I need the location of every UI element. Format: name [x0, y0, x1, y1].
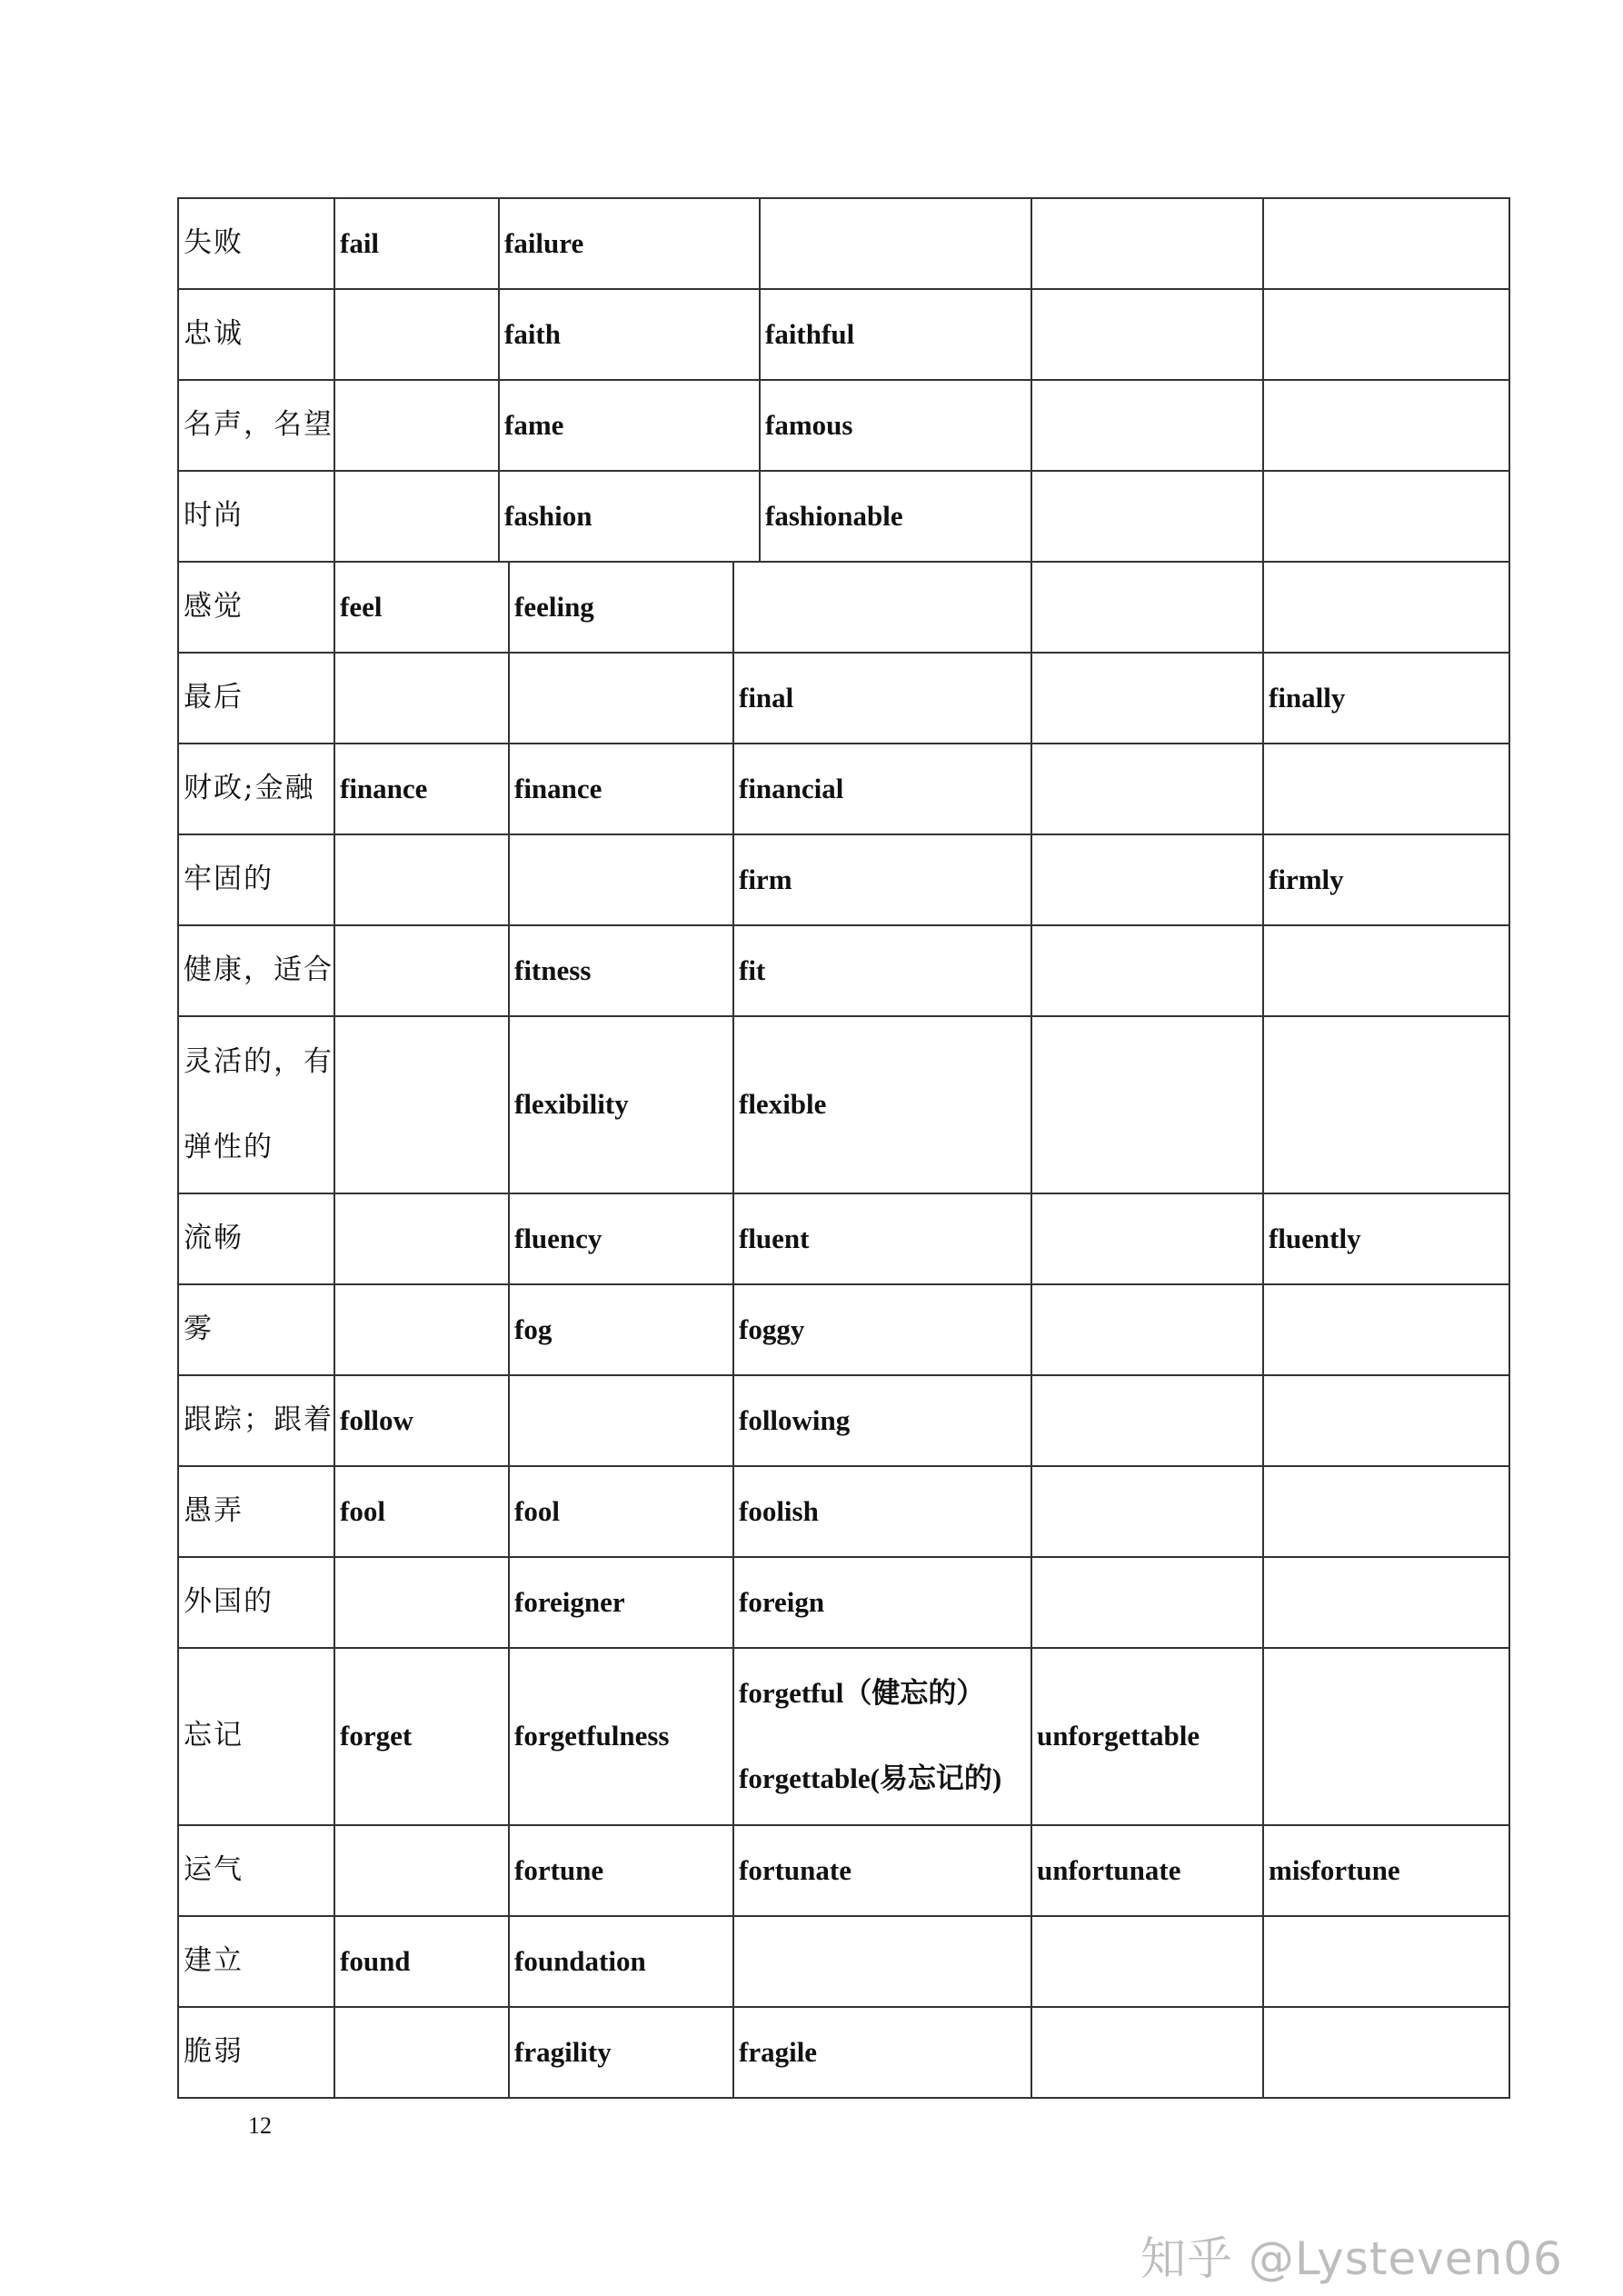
cell-noun: foreigner [508, 1556, 732, 1647]
cell-extra [1031, 2006, 1262, 2097]
cell-noun: fitness [508, 924, 732, 1015]
cell-noun: feeling [508, 561, 732, 652]
cell-chinese: 脆弱 [177, 2006, 334, 2097]
cell-verb: feel [334, 561, 508, 652]
cell-line: 灵活的，有 [184, 1044, 334, 1078]
cell-adjective [732, 1915, 1031, 2006]
cell-adverb: finally [1262, 652, 1510, 743]
cell-adjective: fit [732, 924, 1031, 1015]
cell-adjective: fluent [732, 1193, 1031, 1283]
cell-adverb [1262, 1465, 1510, 1556]
cell-adverb: firmly [1262, 834, 1510, 924]
cell-verb: fool [334, 1465, 508, 1556]
cell-chinese [177, 1015, 334, 1193]
cell-adjective: following [732, 1374, 1031, 1465]
page-number: 12 [248, 2112, 272, 2139]
cell-adverb [1262, 1374, 1510, 1465]
cell-adverb [1262, 1283, 1510, 1374]
cell-extra [1031, 379, 1262, 470]
cell-adverb [1262, 2006, 1510, 2097]
cell-adverb [1262, 288, 1510, 379]
table-row [177, 1374, 1510, 1465]
cell-adverb [1262, 924, 1510, 1015]
cell-chinese: 牢固的 [177, 834, 334, 924]
cell-adverb [1262, 470, 1510, 561]
cell-chinese: 忘记 [177, 1647, 334, 1824]
cell-line: forgetful（健忘的） [739, 1676, 985, 1709]
cell-verb [334, 1283, 508, 1374]
cell-adjective: flexible [732, 1015, 1031, 1193]
cell-adverb [1262, 1915, 1510, 2006]
cell-verb [334, 924, 508, 1015]
cell-noun: faith [498, 288, 759, 379]
cell-noun [508, 834, 732, 924]
cell-line: 弹性的 [184, 1130, 274, 1163]
cell-adjective [732, 1647, 1031, 1824]
cell-noun: failure [498, 197, 759, 288]
cell-verb [334, 470, 498, 561]
cell-adverb [1262, 197, 1510, 288]
cell-extra: unforgettable [1031, 1647, 1262, 1824]
cell-extra [1031, 1556, 1262, 1647]
cell-noun: fluency [508, 1193, 732, 1283]
cell-extra [1031, 1015, 1262, 1193]
cell-extra [1031, 1193, 1262, 1283]
table-row [177, 1915, 1510, 2006]
cell-chinese: 时尚 [177, 470, 334, 561]
cell-verb [334, 1556, 508, 1647]
cell-adverb [1262, 1647, 1510, 1824]
cell-adjective [759, 197, 1031, 288]
cell-chinese: 外国的 [177, 1556, 334, 1647]
cell-verb [334, 2006, 508, 2097]
cell-adjective: faithful [759, 288, 1031, 379]
cell-noun [508, 1374, 732, 1465]
cell-noun: foundation [508, 1915, 732, 2006]
table-row [177, 924, 1510, 1015]
cell-chinese: 失败 [177, 197, 334, 288]
cell-adverb: fluently [1262, 1193, 1510, 1283]
table-row [177, 197, 1510, 288]
cell-chinese: 流畅 [177, 1193, 334, 1283]
cell-adjective: firm [732, 834, 1031, 924]
cell-adverb [1262, 561, 1510, 652]
cell-noun: fool [508, 1465, 732, 1556]
cell-adjective: fashionable [759, 470, 1031, 561]
cell-adverb: misfortune [1262, 1824, 1510, 1915]
cell-extra [1031, 561, 1262, 652]
cell-adjective: final [732, 652, 1031, 743]
cell-verb [334, 1193, 508, 1283]
cell-extra [1031, 1374, 1262, 1465]
cell-noun: fortune [508, 1824, 732, 1915]
table-row [177, 1283, 1510, 1374]
cell-noun [508, 652, 732, 743]
cell-extra [1031, 1465, 1262, 1556]
cell-noun: fog [508, 1283, 732, 1374]
cell-chinese: 感觉 [177, 561, 334, 652]
table-row [177, 1015, 1510, 1193]
cell-verb [334, 652, 508, 743]
table-row [177, 1647, 1510, 1824]
cell-chinese: 财政;金融 [177, 743, 334, 834]
cell-chinese: 忠诚 [177, 288, 334, 379]
cell-extra [1031, 652, 1262, 743]
cell-verb: fail [334, 197, 498, 288]
table-row [177, 2006, 1510, 2097]
table-row [177, 1193, 1510, 1283]
cell-noun: fragility [508, 2006, 732, 2097]
cell-extra [1031, 288, 1262, 379]
cell-adjective: financial [732, 743, 1031, 834]
cell-chinese: 健康，适合 [177, 924, 334, 1015]
table-row [177, 288, 1510, 379]
table-row [177, 1556, 1510, 1647]
cell-adjective: foreign [732, 1556, 1031, 1647]
cell-chinese: 名声，名望 [177, 379, 334, 470]
cell-adverb [1262, 743, 1510, 834]
table-row [177, 561, 1510, 652]
cell-verb [334, 1015, 508, 1193]
cell-extra [1031, 743, 1262, 834]
cell-verb: finance [334, 743, 508, 834]
cell-adverb [1262, 1556, 1510, 1647]
cell-adjective: foolish [732, 1465, 1031, 1556]
cell-verb: found [334, 1915, 508, 2006]
cell-verb: forget [334, 1647, 508, 1824]
cell-adverb [1262, 379, 1510, 470]
cell-adjective [732, 561, 1031, 652]
cell-extra [1031, 1915, 1262, 2006]
cell-verb: follow [334, 1374, 508, 1465]
table-row [177, 743, 1510, 834]
cell-noun: fame [498, 379, 759, 470]
cell-chinese: 雾 [177, 1283, 334, 1374]
cell-noun: forgetfulness [508, 1647, 732, 1824]
table-row [177, 652, 1510, 743]
cell-verb [334, 288, 498, 379]
cell-line: forgettable(易忘记的) [739, 1762, 1002, 1794]
cell-adjective: fortunate [732, 1824, 1031, 1915]
table-row [177, 834, 1510, 924]
table-row [177, 1824, 1510, 1915]
watermark: 知乎 @Lysteven06 [1140, 2232, 1563, 2285]
cell-noun: flexibility [508, 1015, 732, 1193]
cell-extra [1031, 470, 1262, 561]
cell-chinese: 愚弄 [177, 1465, 334, 1556]
cell-extra [1031, 834, 1262, 924]
cell-noun: finance [508, 743, 732, 834]
cell-chinese: 建立 [177, 1915, 334, 2006]
cell-extra [1031, 1283, 1262, 1374]
cell-extra [1031, 197, 1262, 288]
cell-noun: fashion [498, 470, 759, 561]
table-row [177, 470, 1510, 561]
cell-verb [334, 379, 498, 470]
row-divider [177, 2097, 1510, 2099]
cell-adverb [1262, 1015, 1510, 1193]
table-row [177, 1465, 1510, 1556]
cell-adjective: famous [759, 379, 1031, 470]
cell-chinese: 运气 [177, 1824, 334, 1915]
cell-verb [334, 834, 508, 924]
cell-chinese: 跟踪；跟着 [177, 1374, 334, 1465]
cell-extra [1031, 924, 1262, 1015]
cell-verb [334, 1824, 508, 1915]
cell-extra: unfortunate [1031, 1824, 1262, 1915]
cell-adjective: foggy [732, 1283, 1031, 1374]
cell-chinese: 最后 [177, 652, 334, 743]
table-row [177, 379, 1510, 470]
cell-adjective: fragile [732, 2006, 1031, 2097]
